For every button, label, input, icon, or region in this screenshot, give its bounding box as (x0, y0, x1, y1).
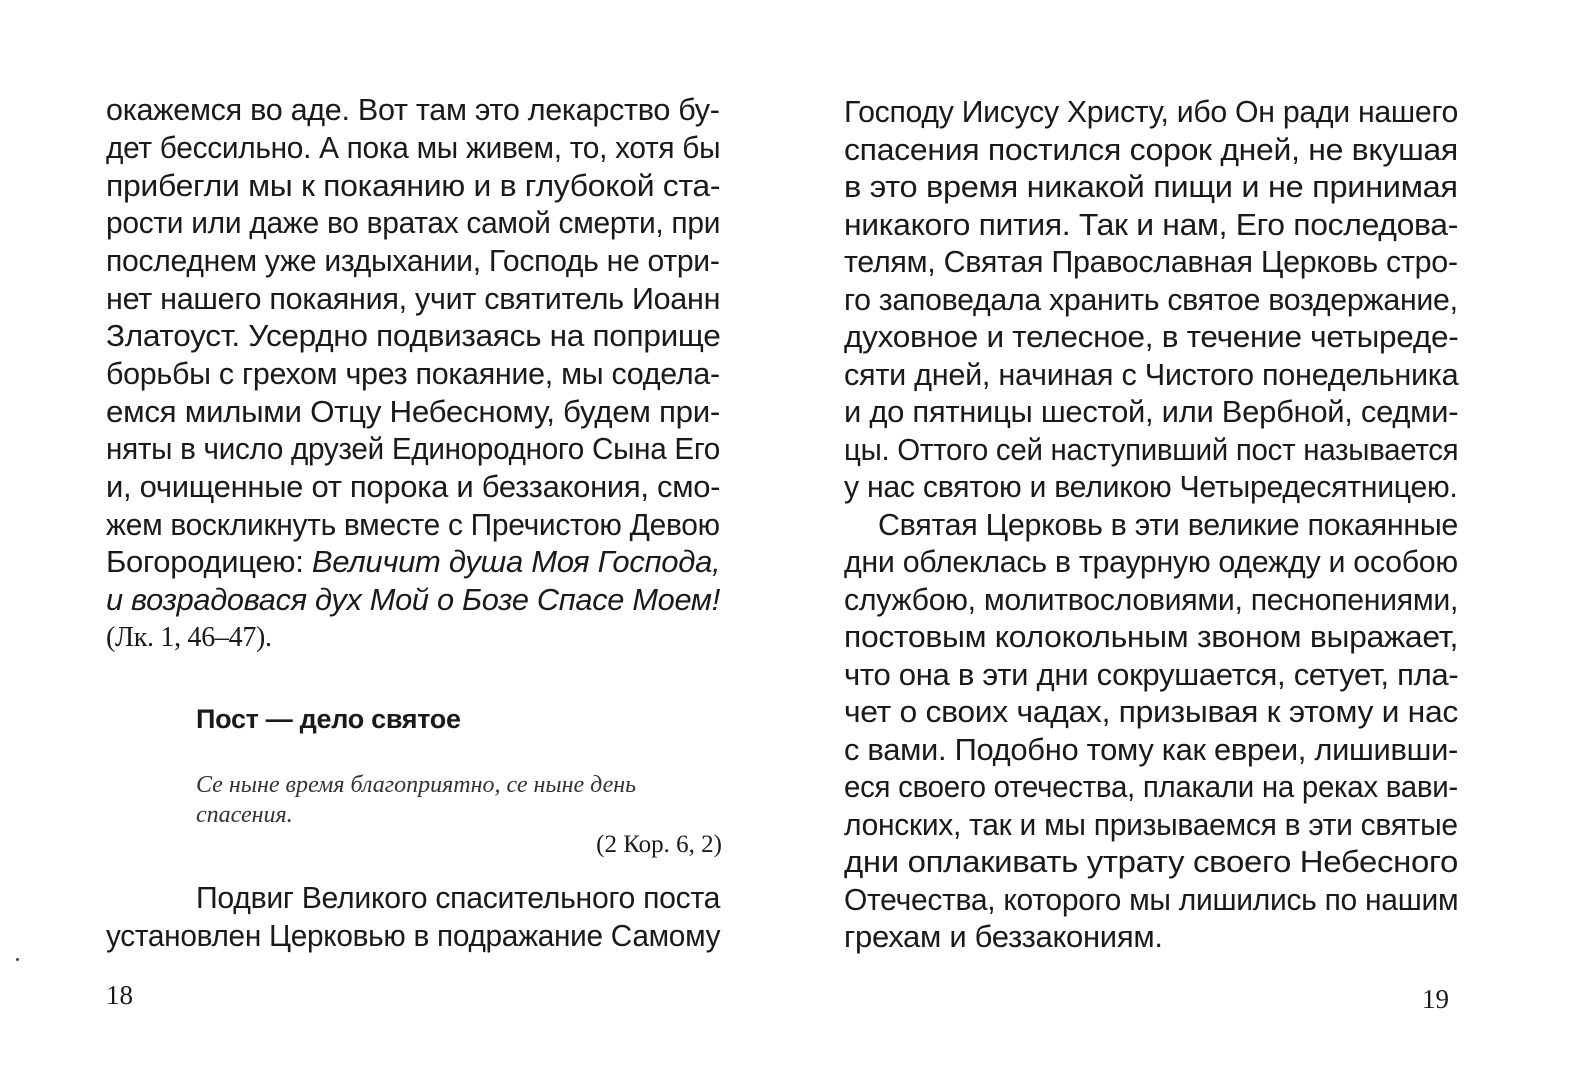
left-body-line-8: борьбы с грехом чрез покаяние, мы содела- (106, 356, 720, 391)
scripture-quote-part-1: Величит душа Моя Господа, (311, 544, 721, 579)
right-line-22: Отечества, которого мы лишились по нашим (844, 882, 1459, 917)
left-body-line-2: дет бессильно. А пока мы живем, то, хотя бы (106, 130, 721, 165)
right-line-14: службою, молитвословиями, песнопениями, (844, 582, 1459, 617)
epigraph-line-2: спасения. (196, 802, 293, 828)
right-line-16: что она в эти дни сокрушается, сетует, пла- (844, 657, 1459, 692)
left-body-line-4: рости или даже во вратах самой смерти, при (106, 205, 721, 240)
right-line-5: телям, Святая Православная Церковь стро- (844, 244, 1458, 279)
left-body-line-6: нет нашего покаяния, учит святитель Иоанн (106, 281, 721, 316)
right-line-23: грехам и беззакониям. (844, 919, 1163, 954)
scripture-quote-part-2: и возрадовася дух Мой о Бозе Спасе Моем! (106, 582, 720, 617)
right-line-2: спасения постился сорок дней, не вкушая (844, 132, 1458, 167)
section-heading: Пост — дело святое (196, 704, 461, 734)
right-line-1: Господу Иисусу Христу, ибо Он ради нашего (844, 94, 1459, 129)
left-body-line-3: прибегли мы к покаянию и в глубокой ста- (106, 168, 721, 203)
right-line-12: Святая Церковь в эти великие покаянные (878, 507, 1459, 542)
right-line-9: и до пятницы шестой, или Вербной, седми- (844, 394, 1459, 429)
right-line-15: постовым колокольным звоном выражает, (844, 619, 1459, 654)
left-body-line-1: окажемся во аде. Вот там это лекарство бу- (106, 92, 720, 127)
page-number-right: 19 (1422, 984, 1449, 1014)
right-line-19: еся своего отечества, плакали на реках вави- (844, 769, 1458, 804)
scripture-reference: (Лк. 1, 46–47). (106, 622, 272, 653)
print-speck (16, 958, 19, 961)
right-line-6: го заповедала хранить святое воздержание, (844, 282, 1458, 317)
right-line-11: у нас святою и великою Четыредесятницею. (844, 469, 1458, 504)
right-line-20: лонских, так и мы призываемся в эти святые (844, 807, 1458, 842)
left-after-line-1: Подвиг Великого спасительного поста (196, 880, 721, 915)
right-line-17: чет о своих чадах, призывая к этому и нас (844, 694, 1459, 729)
left-body-line-7: Златоуст. Усердно подвизаясь на поприще (106, 318, 721, 353)
right-line-8: сяти дней, начиная с Чистого понедельника (844, 357, 1459, 392)
left-body-line-5: последнем уже издыхании, Господь не отри- (106, 243, 720, 278)
left-body-line-12: жем воскликнуть вместе с Пречистою Девою (106, 507, 720, 542)
left-after-line-2: установлен Церковью в подражание Самому (106, 918, 721, 953)
right-page (794, 0, 1588, 1080)
right-line-4: никакого пития. Так и нам, Его последова- (844, 207, 1459, 242)
epigraph-line-1: Се ныне время благоприятно, се ныне день (196, 772, 637, 798)
left-body-line-11: и, очищенные от порока и беззакония, смо- (106, 469, 721, 504)
right-line-18: с вами. Подобно тому как евреи, лишивши- (844, 732, 1459, 767)
epigraph-reference: (2 Кор. 6, 2) (596, 831, 722, 858)
left-body-line-9: емся милыми Отцу Небесному, будем при- (106, 394, 721, 429)
right-line-7: духовное и телесное, в течение четыреде- (844, 319, 1459, 354)
page-number-left: 18 (106, 980, 133, 1010)
left-body-line-13 (106, 543, 720, 581)
right-line-10: цы. Оттого сей наступивший пост называется (844, 432, 1459, 467)
left-body-line-13-text: Богородицею: (106, 544, 304, 579)
right-line-21: дни оплакивать утрату своего Небесного (844, 844, 1459, 879)
right-line-3: в это время никакой пищи и не принимая (844, 169, 1458, 204)
left-body-line-10: няты в число друзей Единородного Сына Его (106, 431, 720, 466)
right-line-13: дни облеклась в траурную одежду и особою (844, 544, 1458, 579)
